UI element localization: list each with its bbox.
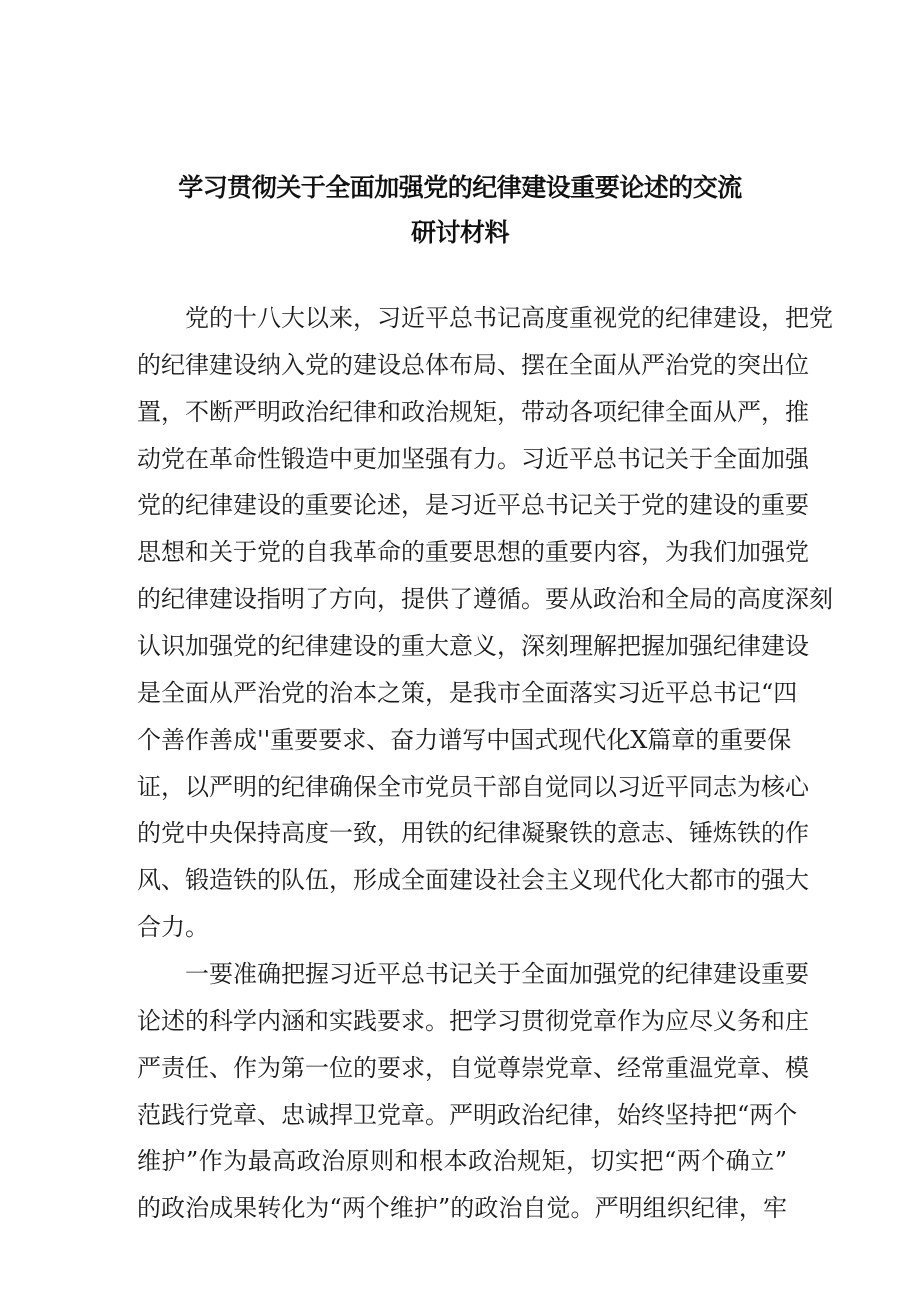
paragraph-line: 个善作善成''重要要求、奋力谱写中国式现代化X篇章的重要保	[137, 726, 792, 754]
paragraph-line: 严责任、作为第一位的要求，自觉尊崇党章、经常重温党章、模	[137, 1054, 809, 1082]
paragraph-line: 的党中央保持高度一致，用铁的纪律凝聚铁的意志、锤炼铁的作	[137, 819, 809, 847]
paragraph-line: 的纪律建设指明了方向，提供了遵循。要从政治和全局的高度深刻	[137, 585, 833, 613]
paragraph-line: 维护”作为最高政治原则和根本政治规矩，切实把“两个确立”	[137, 1147, 787, 1175]
paragraph-line: 是全面从严治党的治本之策，是我市全面落实习近平总书记“四	[137, 679, 798, 707]
paragraph-line: 认识加强党的纪律建设的重大意义，深刻理解把握加强纪律建设	[137, 632, 809, 660]
paragraph-line: 证，以严明的纪律确保全市党员干部自觉同以习近平同志为核心	[137, 773, 809, 801]
document-title-line-1: 学习贯彻关于全面加强党的纪律建设重要论述的交流	[178, 173, 742, 202]
paragraph-line: 合力。	[137, 913, 209, 941]
document-title-line-2: 研讨材料	[410, 218, 509, 247]
paragraph-line: 党的十八大以来，习近平总书记高度重视党的纪律建设，把党	[185, 304, 833, 332]
paragraph-line: 置，不断严明政治纪律和政治规矩，带动各项纪律全面从严，推	[137, 398, 809, 426]
paragraph-line: 动党在革命性锻造中更加坚强有力。习近平总书记关于全面加强	[137, 445, 809, 473]
paragraph-line: 一要准确把握习近平总书记关于全面加强党的纪律建设重要	[185, 960, 809, 988]
paragraph-line: 的政治成果转化为“两个维护”的政治自觉。严明组织纪律，牢	[137, 1194, 787, 1222]
paragraph-line: 的纪律建设纳入党的建设总体布局、摆在全面从严治党的突出位	[137, 351, 809, 379]
paragraph-line: 论述的科学内涵和实践要求。把学习贯彻党章作为应尽义务和庄	[137, 1007, 809, 1035]
paragraph-line: 思想和关于党的自我革命的重要思想的重要内容，为我们加强党	[137, 538, 809, 566]
paragraph-line: 党的纪律建设的重要论述，是习近平总书记关于党的建设的重要	[137, 491, 809, 519]
paragraph-line: 范践行党章、忠诚捍卫党章。严明政治纪律，始终坚持把“两个	[137, 1101, 798, 1129]
paragraph-line: 风、锻造铁的队伍，形成全面建设社会主义现代化大都市的强大	[137, 866, 809, 894]
